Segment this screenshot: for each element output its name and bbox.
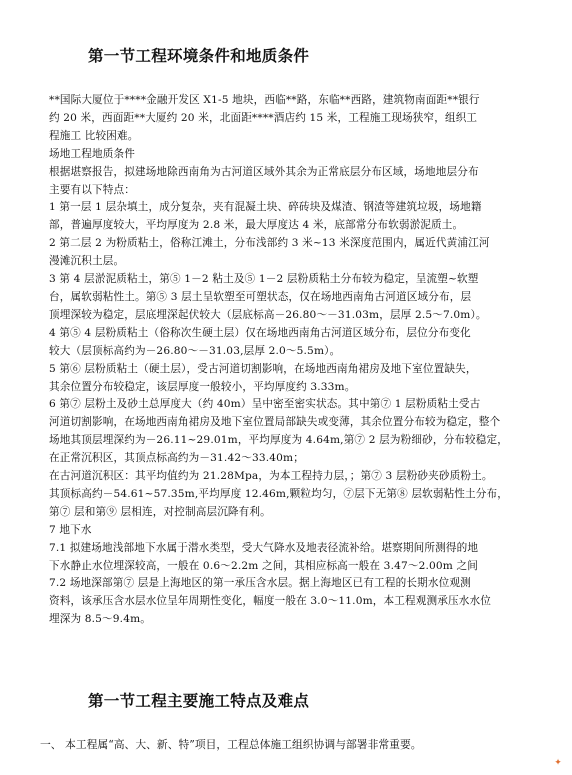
text-line: 4 第⑤ 4 层粉质粘土（俗称次生硬土层）仅在场地西南角古河道区域分布，层位分布变化 <box>49 326 471 339</box>
page-corner-mark-icon: ✦ <box>554 758 562 768</box>
text-line: 其顶标高约－54.61~57.35m,平均厚度 12.46m,颗粒均匀，⑦层下无第⑧ 层软弱粘性土分布， <box>49 487 509 500</box>
text-line: 漫滩沉积土层。 <box>49 255 125 268</box>
text-line: 场地其顶层埋深约为－26.11~29.01m，平均厚度为 4.64m,第⑦ 2 层为粉细砂，分布较稳定， <box>49 434 509 447</box>
text-line: 下水静止水位埋深较高，一般在 0.6～2.2m 之间，其相应标高一般在 3.47～2.00m 之间 <box>49 559 478 572</box>
text-line: 河道切割影响，在场地西南角裙房及地下室位置局部缺失或变薄，其余位置分布较为稳定，整个 <box>49 416 501 429</box>
text-line: 顶埋深较为稳定，层底埋深起伏较大（层底标高－26.80～－31.03m，层厚 2.5～7.0m）。 <box>49 308 487 321</box>
text-line: 场地工程地质条件 <box>49 147 135 160</box>
text-line: 在正常沉积区，其顶点标高约为－31.42～33.40m； <box>49 452 304 465</box>
text-line: 其余位置分布较稳定，该层厚度一般较小，平均厚度约 3.33m。 <box>49 380 356 393</box>
section-title-construction: 第一节工程主要施工特点及难点 <box>88 691 310 710</box>
text-line: 7 地下水 <box>49 523 92 536</box>
text-line: 5 第⑥ 层粉质粘土（硬土层），受古河道切割影响，在场地西南角裙房及地下室位置缺失， <box>49 362 477 375</box>
text-line: 第⑦ 层和第⑨ 层相连，对控制高层沉降有利。 <box>49 505 271 518</box>
text-line: 3 第 4 层淤泥质粘土，第⑤ 1－2 粘土及⑤ 1－2 层粉质粘土分布较为稳定，呈流塑~软塑 <box>49 273 479 286</box>
text-line: 6 第⑦ 层粉土及砂土总厚度大（约 40m）呈中密至密实状态。其中第⑦ 1 层粉质粘土受古 <box>49 398 481 411</box>
text-line: 主要有以下特点： <box>49 183 135 196</box>
text-line: 较大（层顶标高约为－26.80～－31.03,层厚 2.0～5.5m）。 <box>49 344 341 357</box>
text-line: 根据堪察报告，拟建场地除西南角为古河道区域外其余为正常底层分布区域，场地地层分布 <box>49 165 479 178</box>
text-line: 在古河道沉积区：其平均值约为 21.28Mpa，为本工程持力层，；第⑦ 3 层粉砂夹砂质粉土。 <box>49 470 493 483</box>
section-title-environment: 第一节工程环境条件和地质条件 <box>88 46 310 65</box>
section-body <box>49 92 554 629</box>
text-line: 台，属软弱粘性土。第⑤ 3 层土呈软塑至可塑状态，仅在场地西南角古河道区域分布，层 <box>49 290 472 303</box>
text-line: 资料，该承压含水层水位呈年周期性变化，幅度一般在 3.0～11.0m，本工程观测承压水水位 <box>49 595 491 608</box>
text-line: 1 第一层 1 层杂填土，成分复杂，夹有混凝土块、碎砖块及煤渣、钢渣等建筑垃圾，场地籍 <box>49 201 482 214</box>
text-line: 7.1 拟建场地浅部地下水属于潜水类型，受大气降水及地表径流补给。堪察期间所测得的地 <box>49 541 479 554</box>
text-line: 部，普遍厚度较大，平均厚度为 2.8 米，最大厚度达 4 米，底部常分布软弱淤泥质土。 <box>49 219 464 232</box>
text-line: 2 第二层 2 为粉质粘土，俗称江滩土，分布浅部约 3 米~13 米深度范围内，属近代黄浦江河 <box>49 237 490 250</box>
text-line: **国际大厦位于****金融开发区 X1-5 地块，西临**路，东临**西路，建筑物南面距**银行 <box>49 94 480 106</box>
text-line: 埋深为 8.5～9.4m。 <box>49 613 152 626</box>
text-line: 程施工 比较困难。 <box>49 129 139 142</box>
text-line: 约 20 米，西面距**大厦约 20 米，北面距****酒店约 15 米，工程施工现场狭窄，组织工 <box>49 111 478 124</box>
intro-paragraph: 一、 本工程属“高、大、新、特”项目，工程总体施工组织协调与部署非常重要。 <box>40 738 422 751</box>
text-line: 7.2 场地深部第⑦ 层是上海地区的第一承压含水层。据上海地区已有工程的长期水位观测 <box>49 577 471 590</box>
